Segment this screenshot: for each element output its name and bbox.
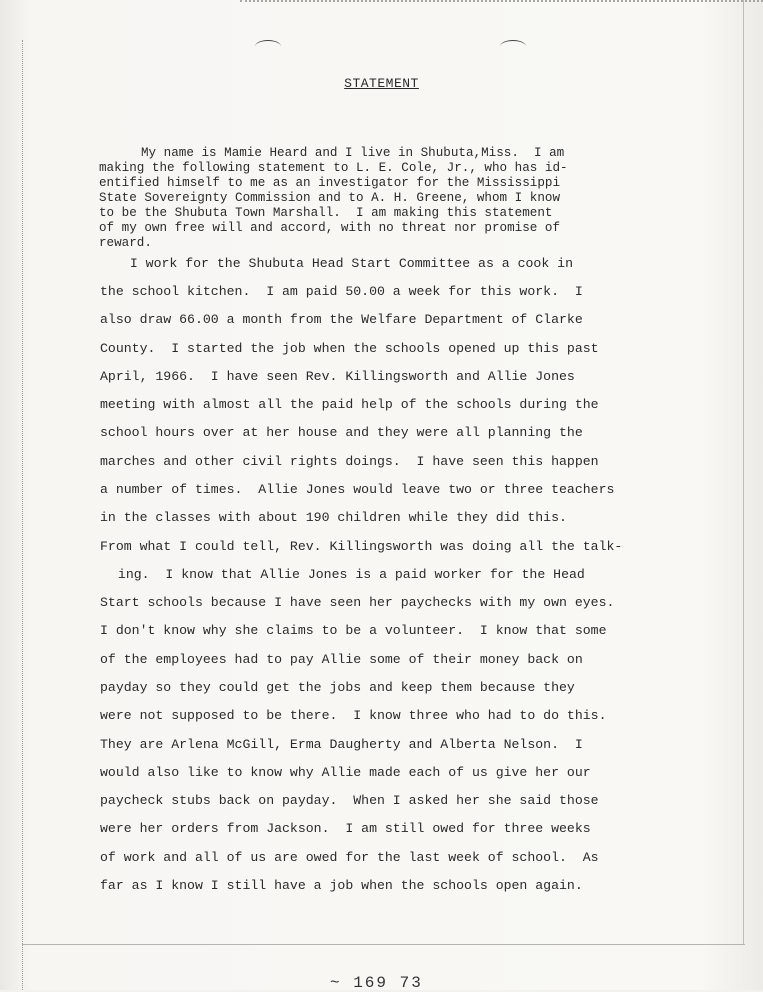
intro-line: reward. [99, 236, 152, 250]
body-line: meeting with almost all the paid help of the schools during the [100, 397, 599, 412]
body-line: far as I know I still have a job when the schools open again. [100, 878, 583, 893]
body-line: the school kitchen. I am paid 50.00 a week for this work. I [100, 284, 583, 299]
body-line: They are Arlena McGill, Erma Daugherty and Alberta Nelson. I [100, 737, 583, 752]
body-line: would also like to know why Allie made each of us give her our [100, 765, 591, 780]
intro-line: My name is Mamie Heard and I live in Shubuta,Miss. I am [141, 146, 565, 160]
body-line: were not supposed to be there. I know three who had to do this. [100, 708, 607, 723]
body-line: paycheck stubs back on payday. When I asked her she said those [100, 793, 599, 808]
intro-paragraph [99, 146, 639, 251]
right-margin-line [743, 0, 745, 945]
page-title: STATEMENT [344, 76, 419, 91]
punch-hole-right [500, 40, 526, 53]
body-line: in the classes with about 190 children while they did this. [100, 510, 567, 525]
body-line: of work and all of us are owed for the last week of school. As [100, 850, 599, 865]
punch-hole-left [255, 40, 281, 53]
body-line: a number of times. Allie Jones would leave two or three teachers [100, 482, 615, 497]
left-margin-line [22, 40, 24, 990]
intro-line: to be the Shubuta Town Marshall. I am making this statement [99, 206, 553, 220]
intro-line: State Sovereignty Commission and to A. H. Greene, whom I know [99, 191, 561, 205]
intro-line: of my own free will and accord, with no threat nor promise of [99, 221, 561, 235]
body-line: From what I could tell, Rev. Killingsworth was doing all the talk- [100, 539, 623, 554]
bottom-margin-line [22, 944, 745, 946]
intro-line: entified himself to me as an investigator for the Mississippi [99, 176, 561, 190]
body-line: payday so they could get the jobs and keep them because they [100, 680, 575, 695]
body-line: I work for the Shubuta Head Start Committee as a cook in [114, 256, 573, 271]
body-line: were her orders from Jackson. I am still owed for three weeks [100, 821, 591, 836]
body-line: of the employees had to pay Allie some of their money back on [100, 652, 583, 667]
body-line: also draw 66.00 a month from the Welfare Department of Clarke [100, 312, 583, 327]
body-line: marches and other civil rights doings. I have seen this happen [100, 454, 599, 469]
top-edge-mark [240, 0, 763, 6]
body-line: ing. I know that Allie Jones is a paid worker for the Head [110, 567, 585, 582]
body-line: April, 1966. I have seen Rev. Killingsworth and Allie Jones [100, 369, 575, 384]
body-line: school hours over at her house and they were all planning the [100, 425, 583, 440]
page-number-mark: ~ 169 73 [330, 974, 423, 992]
body-line: I don't know why she claims to be a volunteer. I know that some [100, 623, 607, 638]
intro-line: making the following statement to L. E. Cole, Jr., who has id- [99, 161, 568, 175]
body-line: County. I started the job when the schools opened up this past [100, 341, 599, 356]
body-line: Start schools because I have seen her paychecks with my own eyes. [100, 595, 615, 610]
